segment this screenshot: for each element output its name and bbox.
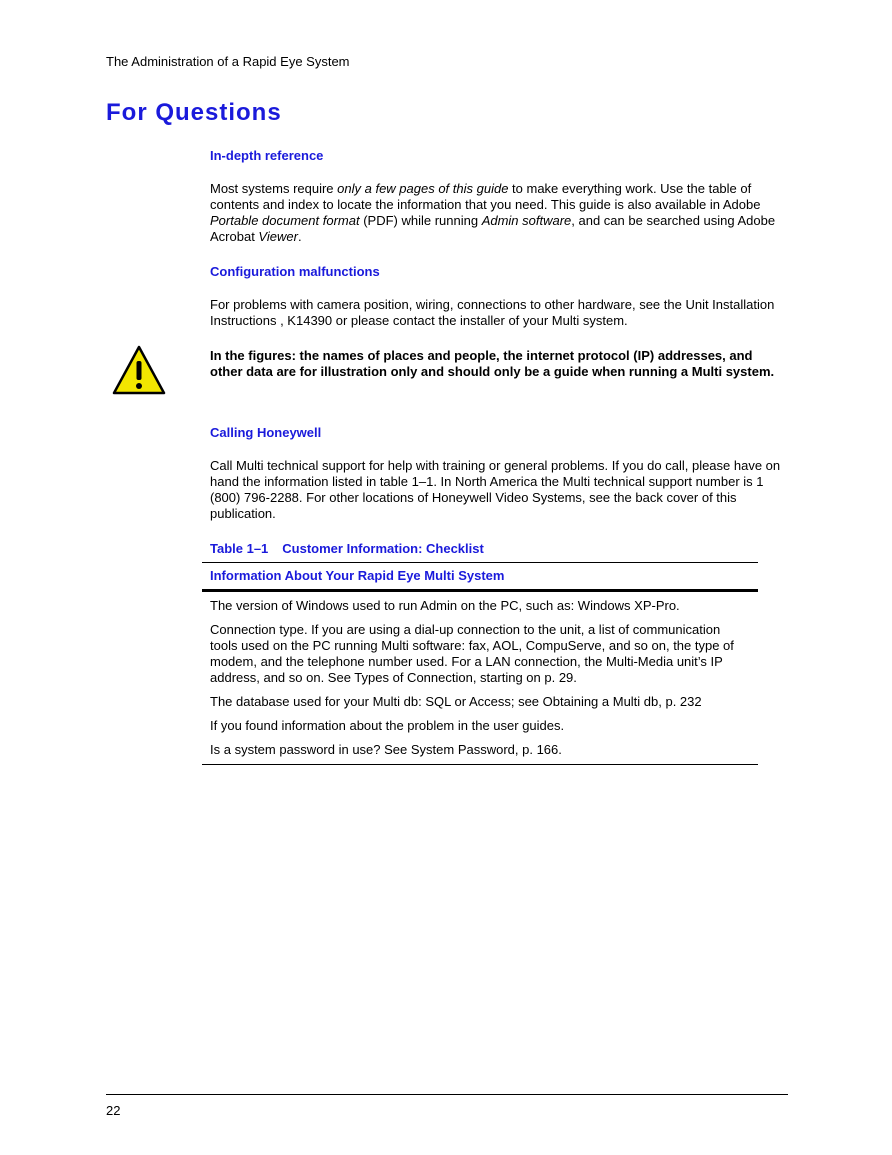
table-row: The database used for your Multi db: SQL or Access; see Obtaining a Multi db, p. 232 (210, 694, 702, 709)
in-depth-paragraph (210, 181, 788, 245)
calling-paragraph: Call Multi technical support for help with training or general problems. If you do call, please have on hand the information listed in table 1–1. In North America the Multi technical support number is 1 (800) 796-2288. For other locations of Honeywell Video Systems, see the back cover of this publication. (210, 458, 781, 521)
main-content (210, 148, 788, 765)
table-row: The version of Windows used to run Admin on the PC, such as: Windows XP-Pro. (210, 598, 680, 613)
text-run: (PDF) while running (359, 213, 482, 228)
section-heading-in-depth: In-depth reference (210, 148, 324, 163)
section-heading-configuration: Configuration malfunctions (210, 264, 380, 279)
warning-block (210, 348, 788, 380)
emphasis-text: only a few pages of this guide (337, 181, 509, 196)
text-run: to make everything work. Use the table of contents and index to locate the information that you need. This guide is also available in Adobe (210, 181, 761, 212)
table-title: Customer Information: Checklist (282, 541, 484, 556)
page-title: For Questions (106, 99, 282, 126)
section-heading-calling: Calling Honeywell (210, 425, 322, 440)
text-run: Most systems require (210, 181, 338, 196)
table-row: Is a system password in use? See System Password, p. 166. (210, 742, 562, 757)
warning-text: In the figures: the names of places and people, the internet protocol (IP) addresses, and other data are for illustration only and should only be a guide when running a Multi system. (210, 348, 775, 379)
table-number: Table 1–1 (210, 541, 269, 556)
emphasis-text: Viewer (258, 229, 298, 244)
table-caption (210, 541, 788, 562)
text-run: , and can be searched using Adobe Acrobat (210, 213, 776, 244)
emphasis-text: Admin software (481, 213, 572, 228)
table-row: If you found information about the problem in the user guides. (210, 718, 565, 733)
emphasis-text: Portable document format (210, 213, 360, 228)
configuration-paragraph: For problems with camera position, wiring, connections to other hardware, see the Unit Installation Instructions , K14390 or please contact the installer of your Multi system. (210, 297, 775, 328)
footer-rule (106, 1094, 788, 1095)
warning-triangle-icon (112, 345, 166, 395)
page-number: 22 (106, 1103, 121, 1118)
text-run: . (297, 229, 302, 244)
table-header: Information About Your Rapid Eye Multi System (202, 563, 758, 592)
checklist-table (202, 562, 758, 765)
running-header: The Administration of a Rapid Eye System (106, 54, 350, 69)
table-row: Connection type. If you are using a dial-up connection to the unit, a list of communication tools used on the PC running Multi software: fax, AOL, CompuServe, and so on, the type of modem, and the telephone number used. For a LAN connection, the Multi-Media unit’s IP address, and so on. See Types of Connection, starting on p. 29. (210, 622, 734, 685)
